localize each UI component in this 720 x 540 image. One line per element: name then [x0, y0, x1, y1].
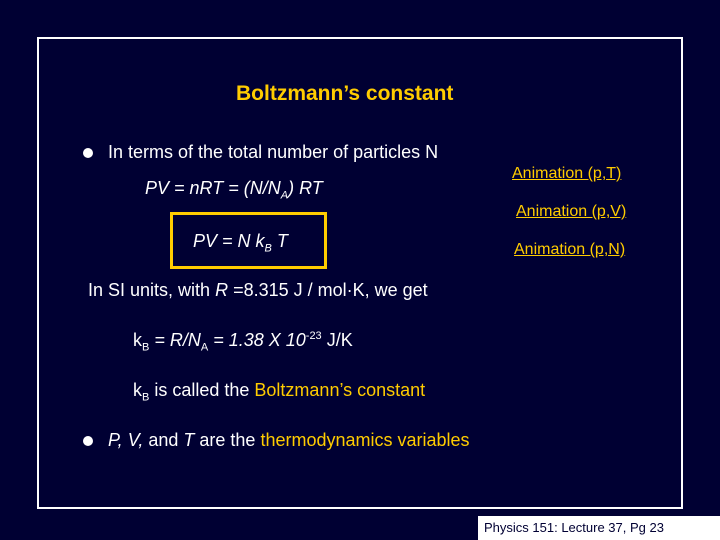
equation-ideal-gas: PV = nRT = $(N/N_A)$ RT: [145, 178, 323, 202]
animation-link-pn[interactable]: Animation (p,N): [514, 241, 626, 258]
bullet-text-particles: In terms of the total number of particles N: [108, 142, 439, 162]
slide-title: Boltzmann’s constant: [236, 82, 454, 105]
kb-value-equation: $k_B = R/N_A = 1.38$ X $10^{-23}$ J/K: [133, 330, 353, 354]
bullet-text-variables: P, V, and T are the thermodynamics variables: [108, 430, 470, 450]
bullet-icon: [83, 148, 93, 158]
animation-link-pt[interactable]: Animation (p,T): [512, 165, 622, 182]
animation-link-pv[interactable]: Animation (p,V): [516, 203, 627, 220]
bullet-icon: [83, 436, 93, 446]
equation-boltzmann-form: PV = N $k_B$ T: [193, 231, 288, 255]
slide-footer: Physics 151: Lecture 37, Pg 23: [484, 520, 664, 535]
kb-called-line: $k_B$ is called the Boltzmann’s constant: [133, 380, 426, 404]
si-units-line: In SI units, with R =8.315 J / mol·K, we get: [88, 280, 428, 300]
